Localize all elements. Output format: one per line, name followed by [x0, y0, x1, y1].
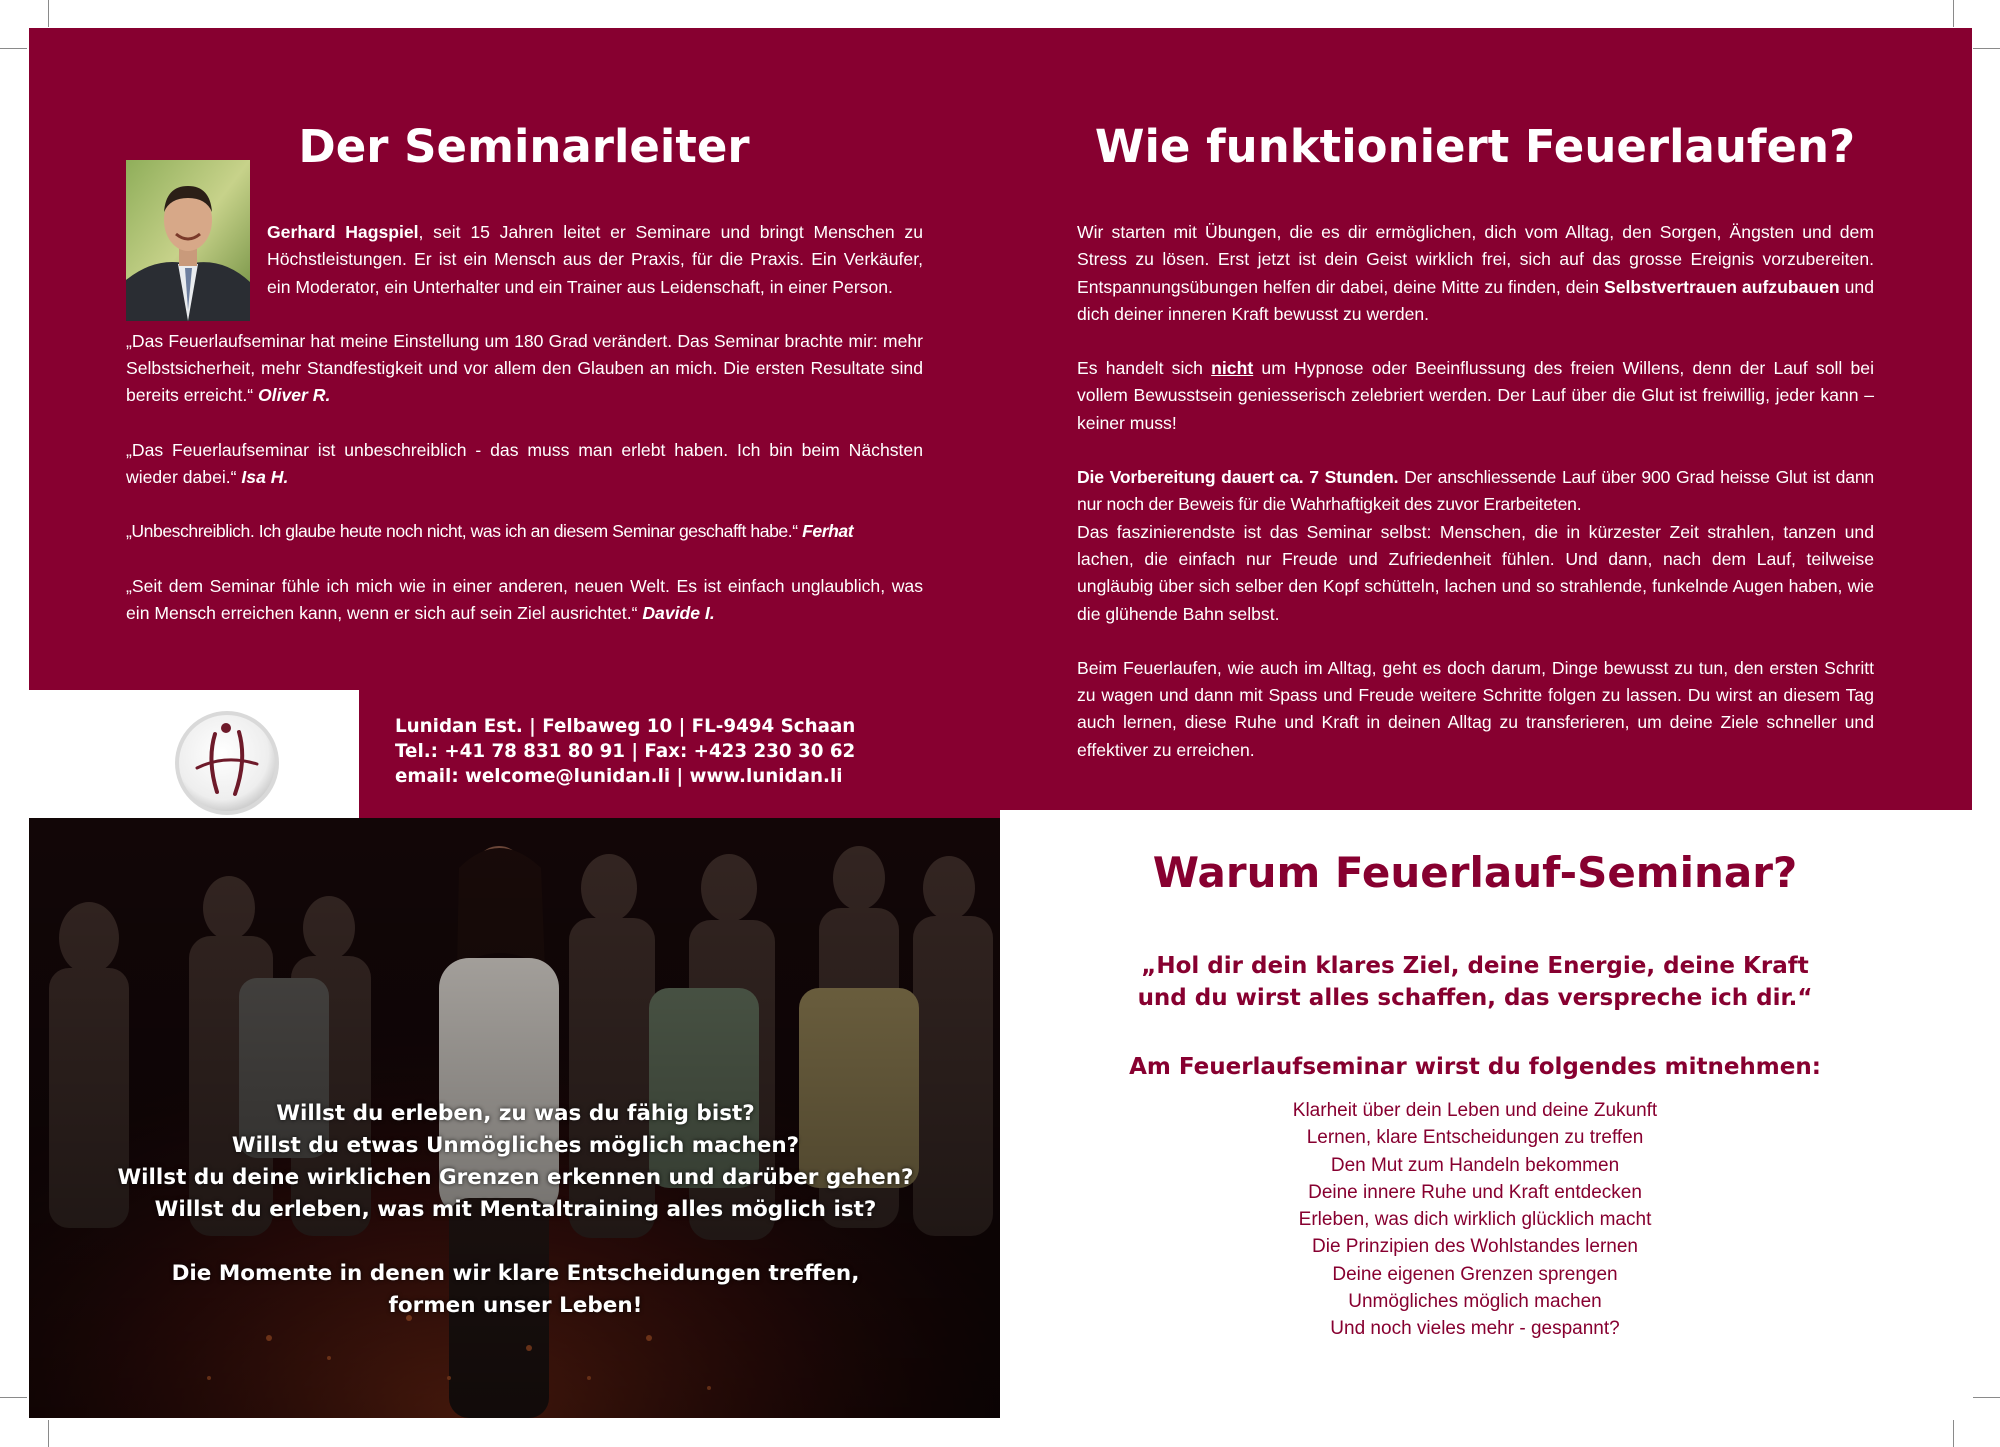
emphasis-text: nicht: [1211, 358, 1254, 379]
testimonial: [126, 328, 923, 410]
emphasis-text: Die Vorbereitung dauert ca. 7 Stunden.: [1077, 467, 1399, 488]
crop-mark: [48, 1420, 49, 1447]
emphasis-text: Selbstvertrauen aufzubauen: [1603, 276, 1840, 297]
list-item: Deine eigenen Grenzen sprengen: [1332, 1263, 1618, 1285]
testimonial: [126, 573, 923, 628]
crop-mark: [1953, 0, 1954, 27]
seminarleiter-title: Der Seminarleiter: [298, 120, 750, 173]
list-item: Unmögliches möglich machen: [1348, 1291, 1602, 1313]
closing-line: formen unser Leben!: [388, 1293, 643, 1318]
list-item: Lernen, klare Entscheidungen zu treffen: [1306, 1127, 1644, 1149]
seminarleiter-bio-text: , seit 15 Jahren leitet er Seminare und bringt Menschen zu Höchstleistungen. Er ist ein Mensch aus der Praxis, für die Praxis. Ein Verkäufer, ein Moderator, ein Unterhalter und ein Trainer aus Leidenschaft, in einer Person.: [267, 222, 923, 297]
testimonial-quote: „Das Feuerlaufseminar hat meine Einstellung um 180 Grad verändert. Das Seminar brachte mir: mehr Selbstsicherheit, mehr Standfestigkeit und vor allem den Glauben an mich. Die ersten Resultate sind bereits erreicht.“: [126, 330, 923, 406]
closing-line: Die Momente in denen wir klare Entscheidungen treffen,: [171, 1261, 860, 1286]
warum-title: Warum Feuerlauf-Seminar?: [1152, 848, 1798, 897]
feuerlaufen-p3: Die Vorbereitung dauert ca. 7 Stunden. Der anschliessende Lauf über 900 Grad heisse Glut ist dann nur noch der Beweis für die Wahrhaftigkeit des zuvor Erarbeiteten.: [1077, 467, 1874, 515]
seminarleiter-name: Gerhard Hagspiel: [267, 222, 419, 242]
crop-mark: [0, 48, 27, 49]
testimonial-author: Davide I.: [642, 602, 715, 623]
list-item: Den Mut zum Handeln bekommen: [1330, 1154, 1620, 1176]
feuerlaufen-p4: Das faszinierendste ist das Seminar selbst: Menschen, die in kürzester Zeit strahlen, tanzen und lachen, die einfach nur Freude und Zufriedenheit fühlen. Und dann, nach dem Lauf, teilweise ungläubig über sich selber den Kopf schütteln, lachen und so strahlende, funkelnde Augen haben, wie die glühende Bahn selbst.: [1077, 521, 1874, 624]
list-item: Die Prinzipien des Wohlstandes lernen: [1312, 1236, 1638, 1258]
question-line: Willst du erleben, zu was du fähig bist?: [276, 1101, 755, 1126]
testimonial-author: Ferhat: [802, 521, 854, 542]
crowd-questions: [29, 1098, 1000, 1322]
quote-line: und du wirst alles schaffen, das verspreche ich dir.“: [1137, 985, 1813, 1011]
testimonial-quote: „Das Feuerlaufseminar ist unbeschreiblich - das muss man erlebt haben. Ich bin beim Nächsten wieder dabei.“: [126, 439, 923, 488]
contact-block: [395, 714, 855, 789]
firewalk-crowd-photo: [29, 818, 1000, 1418]
crop-mark: [0, 1397, 27, 1398]
feuerlaufen-title: Wie funktioniert Feuerlaufen?: [1094, 120, 1856, 173]
crop-mark: [48, 0, 49, 27]
contact-email[interactable]: email: welcome@lunidan.li | www.lunidan.li: [395, 766, 843, 787]
crop-mark: [1973, 1397, 2000, 1398]
feuerlaufen-p5: Beim Feuerlaufen, wie auch im Alltag, geht es doch darum, Dinge bewusst zu tun, den ersten Schritt zu wagen und dann mit Spass und Freude weitere Schritte folgen zu lassen. Du wirst an diesem Tag auch lernen, diese Ruhe und Kraft in deinen Alltag zu transferieren, um deine Ziele schneller und effektiver zu erreichen.: [1077, 657, 1874, 760]
testimonial: [126, 518, 923, 545]
feuerlaufen-p1: Wir starten mit Übungen, die es dir ermöglichen, dich vom Alltag, den Sorgen, Ängsten und dem Stress zu lösen. Erst jetzt ist dein Geist wirklich frei, sich auf das grosse Ereignis vorzubereiten. Entspannungsübungen helfen dir dabei, deine Mitte zu finden, dein Selbstvertrauen aufzubauen und dich deiner inneren Kraft bewusst zu werden.: [1077, 222, 1874, 324]
testimonial-quote: „Unbeschreiblich. Ich glaube heute noch nicht, was ich an diesem Seminar geschafft habe.“: [126, 521, 798, 542]
list-item: Deine innere Ruhe und Kraft entdecken: [1308, 1181, 1642, 1203]
seminarleiter-text: [126, 219, 923, 627]
feuerlaufen-p2: Es handelt sich nicht um Hypnose oder Beeinflussung des freien Willens, denn der Lauf soll bei vollem Bewusstsein geniesserisch zelebriert werden. Der Lauf über die Glut ist freiwillig, jeder kann – keiner muss!: [1077, 358, 1874, 433]
list-item: Und noch vieles mehr - gespannt?: [1330, 1318, 1620, 1340]
question-line: Willst du erleben, was mit Mentaltraining alles möglich ist?: [154, 1197, 877, 1222]
contact-phone: Tel.: +41 78 831 80 91 | Fax: +423 230 30 62: [395, 741, 856, 762]
crop-mark: [1953, 1420, 1954, 1447]
warum-quote: [1000, 950, 1950, 1014]
contact-address: Lunidan Est. | Felbaweg 10 | FL-9494 Schaan: [395, 716, 856, 737]
benefits-heading: Am Feuerlaufseminar wirst du folgendes mitnehmen:: [1129, 1054, 1821, 1080]
testimonial-author: Oliver R.: [258, 385, 331, 406]
question-line: Willst du etwas Unmögliches möglich machen?: [231, 1133, 800, 1158]
feuerlaufen-text: [1077, 219, 1874, 764]
list-item: Klarheit über dein Leben und deine Zukunft: [1292, 1100, 1658, 1121]
seminarleiter-bio: [126, 219, 923, 301]
quote-line: „Hol dir dein klares Ziel, deine Energie, deine Kraft: [1141, 953, 1809, 979]
testimonial: [126, 437, 923, 492]
question-line: Willst du deine wirklichen Grenzen erkennen und darüber gehen?: [117, 1165, 914, 1190]
benefits-list: [1000, 1097, 1950, 1343]
testimonial-author: Isa H.: [241, 467, 289, 488]
testimonial-quote: „Seit dem Seminar fühle ich mich wie in einer anderen, neuen Welt. Es ist einfach unglaublich, was ein Mensch erreichen kann, wenn er sich auf sein Ziel ausrichtet.“: [126, 575, 923, 623]
list-item: Erleben, was dich wirklich glücklich macht: [1298, 1209, 1652, 1231]
crop-mark: [1973, 48, 2000, 49]
